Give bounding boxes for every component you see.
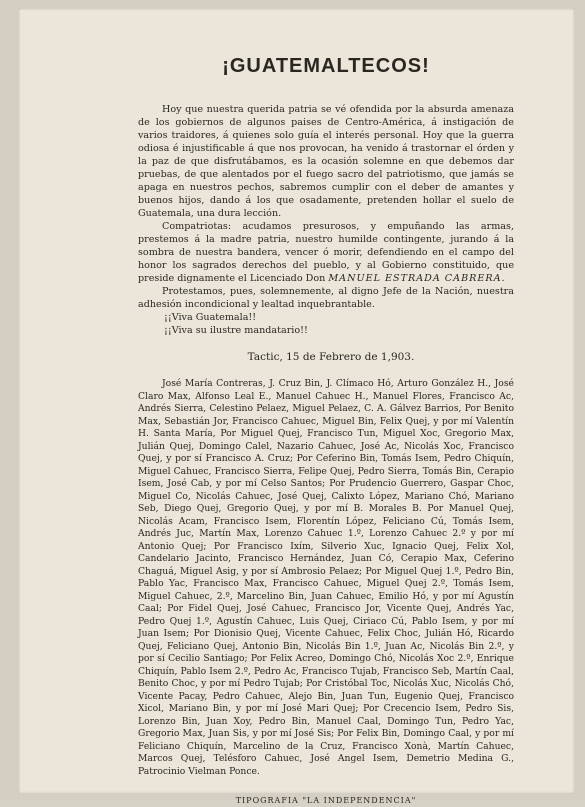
paragraph-1: Hoy que nuestra querida patria se vé ofendida por la absurda amenaza de los gobiernos de algunos paises de Centro-América, á instigación de varios traidores, á quienes solo guía el interés personal. Hoy que la guerra odiosa é injustificable á que nos provocan, ha venido á trastornar el órden y la paz de que disfrutábamos, es la ocasión solemne en que debemos dar pruebas, de que alentados por el fuego sacro del patriotismo, que jamás se apaga en nuestros pechos, sabremos cumplir con el deber de amantes y buenos hijos, dando á los que osadamente, pretenden hollar el suelo de Guatemala, una dura lección. bbox=[138, 104, 514, 219]
printed-sheet bbox=[18, 8, 575, 805]
viva-guatemala: ¡¡Viva Guatemala!! bbox=[164, 312, 257, 323]
viva-mandatario: ¡¡Viva su ilustre mandatario!! bbox=[164, 325, 308, 336]
paragraph-2 bbox=[138, 220, 514, 285]
paragraph-3: Protestamos, pues, solemnemente, al digno Jefe de la Nación, nuestra adhesión incondicional y lealtad inquebrantable. bbox=[138, 286, 514, 310]
printer-footer: TIPOGRAFIA "LA INDEPENDENCIA" bbox=[235, 796, 417, 805]
date-line: Tactic, 15 de Febrero de 1,903. bbox=[247, 351, 415, 363]
paragraph-2-text: Compatriotas: acudamos presurosos, y empuñando las armas, prestemos á la madre patria, nuestro humilde contingente, jurando á la sombra de nuestra bandera, vencer ó morir, defendiendo en el campo del honor los sagrados derechos del pueblo, y al Gobierno constituido, que preside dignamente el Licenciado Don bbox=[138, 221, 514, 284]
document-title: ¡GUATEMALTECOS! bbox=[222, 55, 430, 77]
document-body bbox=[138, 54, 514, 807]
leader-name: MANUEL ESTRADA CABRERA. bbox=[328, 273, 506, 284]
signature-list: José María Contreras, J. Cruz Bin, J. Clímaco Hó, Arturo González H., José Claro Max, Alfonso Leal E., Manuel Cahuec H., Manuel Flores, Francisco Ac, Andrés Sierra, Celestino Pelaez, Miguel Pelaez, C. A. Gálvez Barrios, Por Benito Max, Sebastián Jor, Francisco Cahuec, Miguel Bin, Felix Quej, y por mí Valentín H. Santa María, Por Miguel Quej, Francisco Tun, Miguel Xoc, Gregorio Max, Julián Quej, Domingo Calel, Nazario Cahuec, José Ac, Nicolás Xoc, Francisco Quej, y por sí Francisco A. Cruz; Por Ceferino Bin, Tomás Isem, Pedro Chiquín, Miguel Cahuec, Francisco Sierra, Felipe Quej, Pedro Sierra, Tomás Bin, Cerapio Isem, José Cab, y por mí Celso Santos; Por Prudencio Guerrero, Gaspar Choc, Miguel Co, Nicolás Cahuec, José Quej, Calixto López, Mariano Chó, Mariano Seb, Diego Quej, Gregorio Quej, y por mí B. Morales B. Por Manuel Quej, Nicolás Acam, Francisco Isem, Florentín López, Feliciano Cú, Tomás Isem, Andrés Juc, Martín Max, Lorenzo Cahuec 1.º, Lorenzo Cahuec 2.º y por mí Antonio Quej; Por Francisco Ixím, Silverio Xuc, Ignacio Quej, Felix Xol, Candelario Jacinto, Francisco Hernández, Juan Có, Cerapio Max, Ceferino Chaguá, Miguel Asig, y por sí Ambrosio Pelaez; Por Miguel Quej 1.º, Pedro Bin, Pablo Yac, Francisco Max, Francisco Cahuec, Miguel Quej 2.º, Tomás Isem, Miguel Cahuec, 2.º, Marcelino Bin, Juan Cahuec, Emilio Hó, y por mí Agustín Caal; Por Fidel Quej, José Cahuec, Francisco Jor, Vicente Quej, Andrés Yac, Pedro Quej 1.º, Agustín Cahuec, Luis Quej, Ciriaco Cú, Pablo Isem, y por mí Juan Isem; Por Dionisio Quej, Vicente Cahuec, Felix Choc, Julián Hó, Ricardo Quej, Feliciano Quej, Antonio Bin, Nicolás Bin 1.º, Juan Ac, Nicolás Bin 2.º, y por sí Cecilio Santiago; Por Felix Acreo, Domingo Chó, Nicolás Xoc 2.º, Enrique Chiquín, Pablo Isem 2.º, Pedro Ac, Francisco Tujab, Francisco Seb, Martín Caal, Benito Choc, y por mí Pedro Tujab; Por Cristóbal Toc, Nicolás Xuc, Nicolás Chó, Vicente Pacay, Pedro Cahuec, Alejo Bin, Juan Tun, Eugenio Quej, Francisco Xicol, Mariano Bin, y por mí José Mari Quej; Por Crecencio Isem, Pedro Sis, Lorenzo Bin, Juan Xoy, Pedro Bin, Manuel Caal, Domingo Tun, Pedro Yac, Gregorio Max, Juan Sis, y por mí José Sis; Por Felix Bin, Domingo Caal, y por mí Feliciano Chiquín, Marcelino de la Cruz, Francisco Xonà, Martín Cahuec, Marcos Quej, Telésforo Cahuec, José Angel Isem, Demetrio Medina G., Patrocinio Vielman Ponce. bbox=[138, 378, 514, 777]
